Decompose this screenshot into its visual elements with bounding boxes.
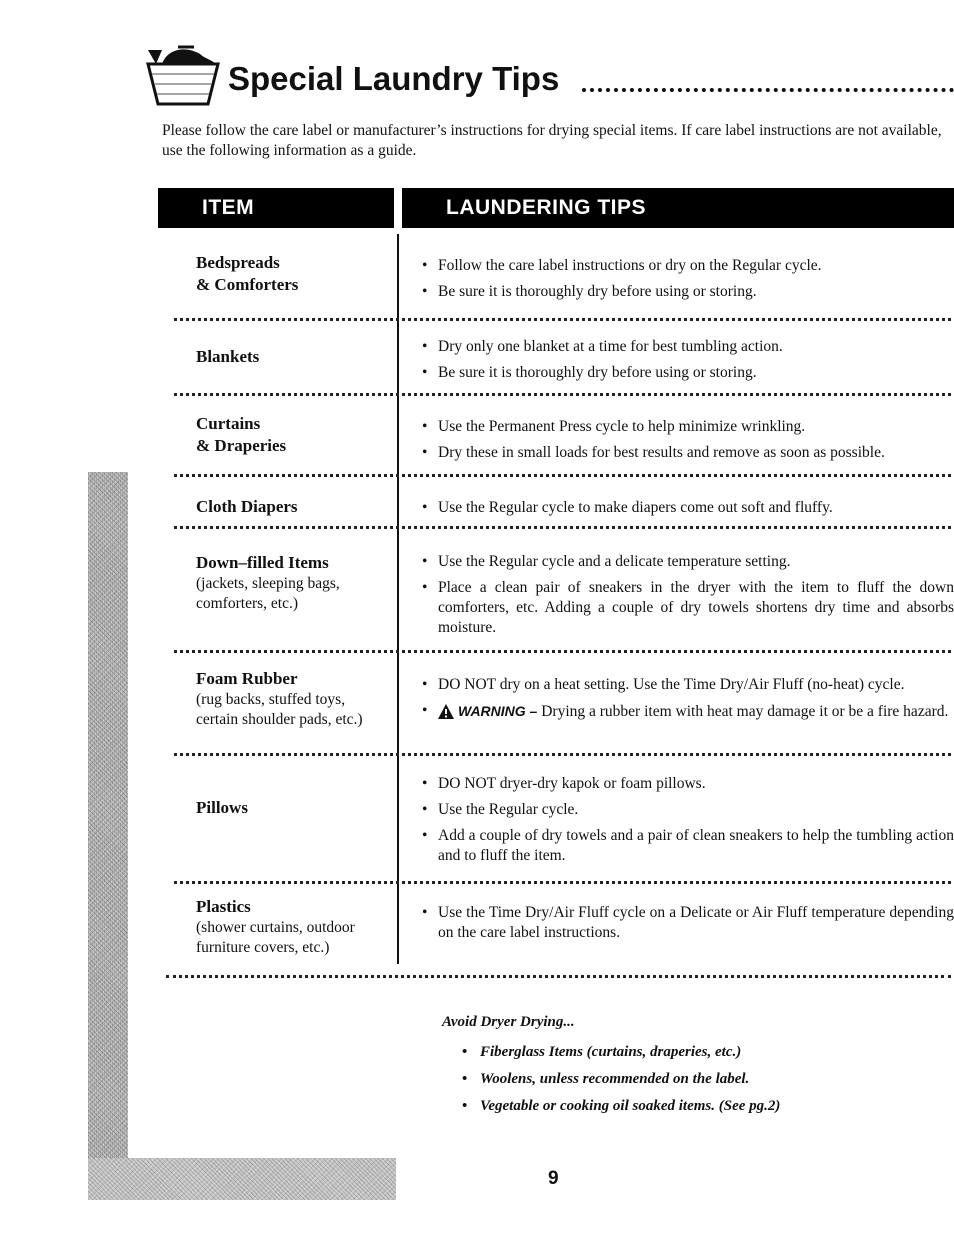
- row-separator: [174, 753, 951, 756]
- tips-list: [422, 337, 954, 389]
- item-name: [196, 413, 386, 457]
- avoid-item: • Woolens, unless recommended on the label.: [462, 1069, 902, 1089]
- intro-paragraph: Please follow the care label or manufacturer’s instructions for drying special items. If care label instructions are not available, use the following information as a guide.: [162, 122, 942, 159]
- tips-list: [422, 552, 954, 644]
- title-dot-leader: [582, 88, 954, 92]
- item-title: Cloth Diapers: [196, 497, 298, 516]
- item-name: [196, 896, 386, 958]
- tip-item: • Dry these in small loads for best results and remove as soon as possible.: [422, 443, 954, 463]
- column-divider: [397, 234, 399, 964]
- tip-item: • Place a clean pair of sneakers in the dryer with the item to fluff the down comforters, etc. Adding a couple of dry towels shortens dry time and absorbs moisture.: [422, 578, 954, 638]
- row-separator: [174, 318, 951, 321]
- tip-item: • Add a couple of dry towels and a pair of clean sneakers to help the tumbling action and to fluff the item.: [422, 826, 954, 866]
- tip-item: • Use the Regular cycle to make diapers come out soft and fluffy.: [422, 498, 954, 518]
- tips-list: [422, 417, 954, 469]
- item-name: [196, 668, 386, 730]
- page-header: [142, 44, 954, 108]
- avoid-item: • Fiberglass Items (curtains, draperies, etc.): [462, 1042, 902, 1062]
- item-name: [196, 797, 386, 819]
- item-note: (jackets, sleeping bags, comforters, etc.): [196, 575, 340, 612]
- tips-list: [422, 774, 954, 872]
- row-separator: [174, 650, 951, 653]
- table-bottom-separator: [166, 975, 951, 978]
- avoid-dryer-drying-box: [442, 1012, 902, 1123]
- halftone-margin-strip: [88, 472, 128, 1200]
- tip-item: • Dry only one blanket at a time for best tumbling action.: [422, 337, 954, 357]
- tip-item: • Use the Regular cycle.: [422, 800, 954, 820]
- row-separator: [174, 393, 951, 396]
- column-header-laundering-tips: LAUNDERING TIPS: [402, 188, 954, 228]
- tip-item: • Use the Regular cycle and a delicate temperature setting.: [422, 552, 954, 572]
- laundry-basket-icon: [142, 44, 222, 108]
- tip-item: • Be sure it is thoroughly dry before using or storing.: [422, 363, 954, 383]
- row-separator: [174, 881, 951, 884]
- tips-list: [422, 903, 954, 949]
- tip-item: • DO NOT dry on a heat setting. Use the Time Dry/Air Fluff (no-heat) cycle.: [422, 675, 954, 695]
- avoid-list: [442, 1042, 902, 1116]
- warning-label: WARNING –: [458, 703, 538, 719]
- item-title: Plastics: [196, 897, 251, 916]
- item-name: [196, 252, 386, 296]
- tip-item: • Follow the care label instructions or dry on the Regular cycle.: [422, 256, 954, 276]
- tips-list: [422, 675, 954, 728]
- item-title: Foam Rubber: [196, 669, 298, 688]
- halftone-bottom-strip: [88, 1158, 396, 1200]
- row-separator: [174, 474, 951, 477]
- tip-item: • Use the Time Dry/Air Fluff cycle on a Delicate or Air Fluff temperature depending on the care label instructions.: [422, 903, 954, 943]
- tip-item: • Be sure it is thoroughly dry before using or storing.: [422, 282, 954, 302]
- avoid-title: Avoid Dryer Drying...: [442, 1014, 575, 1030]
- item-name: [196, 346, 386, 368]
- item-title: Bedspreads & Comforters: [196, 253, 299, 294]
- tips-list: [422, 256, 954, 308]
- tip-item: • Use the Permanent Press cycle to help minimize wrinkling.: [422, 417, 954, 437]
- item-title: Pillows: [196, 798, 248, 817]
- tip-item: • DO NOT dryer-dry kapok or foam pillows.: [422, 774, 954, 794]
- item-note: (shower curtains, outdoor furniture covers, etc.): [196, 919, 355, 956]
- page-number: 9: [548, 1168, 559, 1189]
- column-header-item: ITEM: [158, 188, 394, 228]
- item-name: [196, 552, 386, 614]
- page-title: Special Laundry Tips: [228, 60, 560, 97]
- item-title: Blankets: [196, 347, 260, 366]
- warning-text: Drying a rubber item with heat may damage it or be a fire hazard.: [541, 703, 949, 720]
- row-separator: [174, 526, 951, 529]
- item-title: Curtains & Draperies: [196, 414, 287, 455]
- item-name: [196, 496, 386, 518]
- item-title: Down–filled Items: [196, 553, 329, 572]
- warning-icon: [438, 704, 454, 719]
- avoid-item: • Vegetable or cooking oil soaked items. (See pg.2): [462, 1096, 902, 1116]
- warning-tip: [422, 701, 954, 722]
- tips-list: [422, 498, 954, 524]
- item-note: (rug backs, stuffed toys, certain shoulder pads, etc.): [196, 691, 363, 728]
